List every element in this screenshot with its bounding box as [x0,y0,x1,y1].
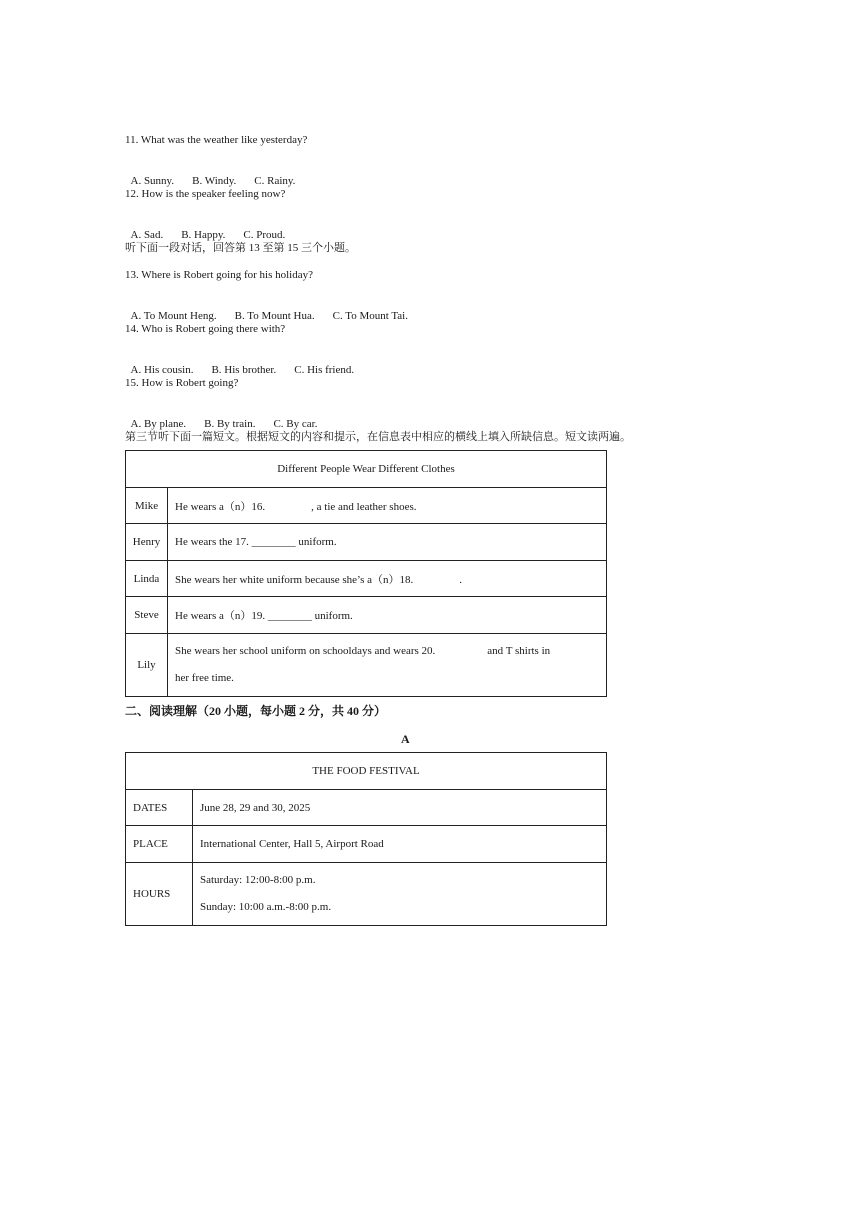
person-name: Lily [126,634,168,697]
option-c: C. By car. [273,418,318,430]
option-b: B. To Mount Hua. [234,310,315,322]
table-row [126,863,607,926]
info-cell: She wears her school uniform on schooldays and wears 20. and T shirts in her free time. [168,634,607,697]
table-row [126,826,607,863]
question-14-stem: 14. Who is Robert going there with? [125,323,286,335]
person-name: Linda [126,561,168,597]
option-b: B. His brother. [211,364,277,376]
hours-sunday: Sunday: 10:00 a.m.-8:00 p.m. [200,901,332,913]
instruction-13-15: 听下面一段对话，回答第 13 至第 15 三个小题。 [125,242,356,254]
person-name: Henry [126,524,168,561]
option-a: A. His cousin. [130,364,194,376]
table-row [126,561,607,597]
option-c: C. Rainy. [254,175,296,187]
option-a: A. Sunny. [130,175,175,187]
question-13-stem: 13. Where is Robert going for his holiday? [125,269,313,281]
row-label-place: PLACE [126,826,193,863]
person-name: Mike [126,488,168,524]
info-cell: He wears a（n）16. , a tie and leather shoes. [168,488,607,524]
hours-saturday: Saturday: 12:00-8:00 p.m. [200,874,316,886]
info-cell: He wears the 17. ________ uniform. [168,524,607,561]
table-row [126,488,607,524]
option-c: C. To Mount Tai. [332,310,408,322]
question-13-options [125,295,426,323]
clothes-info-table [125,450,607,697]
option-c: C. His friend. [294,364,355,376]
row-label-dates: DATES [126,790,193,826]
reading-section-heading: 二、阅读理解（20 小题，每小题 2 分，共 40 分） [125,704,387,718]
table-row [126,790,607,826]
option-b: B. Windy. [192,175,237,187]
question-15-options [125,403,335,431]
question-14-options [125,349,372,377]
row-value-hours [193,863,607,926]
table-title: THE FOOD FESTIVAL [126,753,607,790]
option-c: C. Proud. [243,229,286,241]
question-12-stem: 12. How is the speaker feeling now? [125,188,286,200]
question-12-options [125,214,303,242]
row-value-dates: June 28, 29 and 30, 2025 [193,790,607,826]
person-name: Steve [126,597,168,634]
row-value-place: International Center, Hall 5, Airport Road [193,826,607,863]
option-a: A. By plane. [130,418,187,430]
option-a: A. To Mount Heng. [130,310,217,322]
info-cell: He wears a（n）19. ________ uniform. [168,597,607,634]
table-row [126,597,607,634]
passage-label: A [401,732,410,746]
food-festival-table [125,752,607,926]
option-b: B. Happy. [181,229,226,241]
row-label-hours: HOURS [126,863,193,926]
table-row [126,634,607,697]
option-a: A. Sad. [130,229,164,241]
table-title: Different People Wear Different Clothes [126,451,607,488]
question-15-stem: 15. How is Robert going? [125,377,239,389]
question-11-options [125,160,313,188]
section-3-instruction: 第三节听下面一篇短文。根据短文的内容和提示，在信息表中相应的横线上填入所缺信息。短文读两遍。 [125,431,631,443]
table-row [126,524,607,561]
info-cell: She wears her white uniform because she’s a（n）18. . [168,561,607,597]
question-11-stem: 11. What was the weather like yesterday? [125,134,308,146]
option-b: B. By train. [204,418,256,430]
